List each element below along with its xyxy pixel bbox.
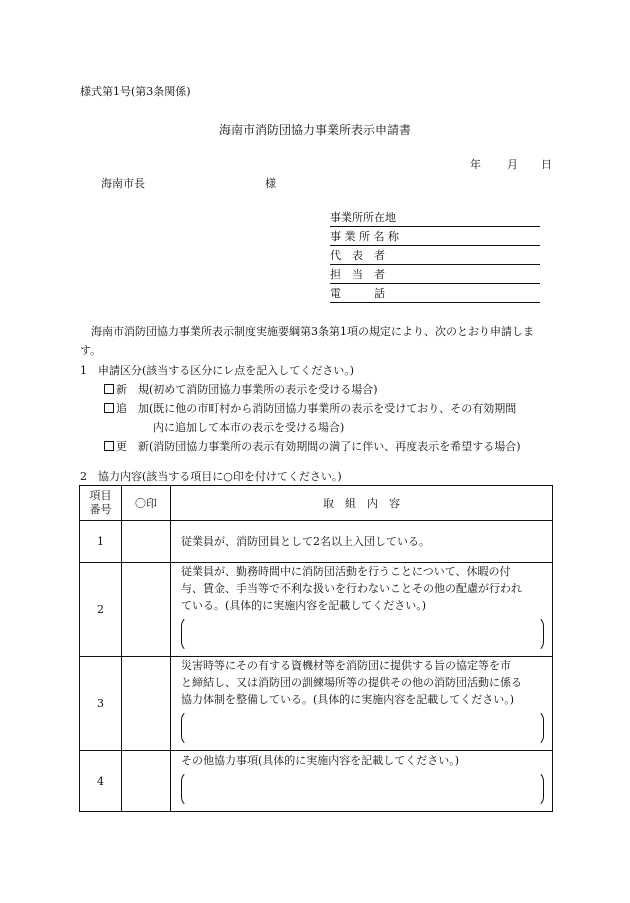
field-label: 事業所所在地: [330, 211, 396, 224]
table-row: [80, 751, 553, 812]
item-number: 2: [80, 563, 122, 657]
content-line: ている。(具体的に実施内容を記載してください。): [181, 599, 427, 612]
field-label: 事 業 所 名 称: [330, 230, 399, 243]
item-content: [171, 657, 553, 751]
form-number-label: 様式第1号(第3条関係): [80, 85, 191, 98]
content-line: 従業員が、勤務時間中に消防団活動を行うことについて、休暇の付: [181, 565, 511, 578]
field-label: 担 当 者: [330, 268, 385, 281]
column-header-line: 項目: [89, 489, 112, 502]
document-title: 海南市消防団協力事業所表示申請書: [218, 123, 411, 137]
field-office-address[interactable]: [330, 209, 540, 227]
table-row: [80, 657, 553, 751]
item-number: 4: [80, 751, 122, 812]
field-phone[interactable]: [330, 285, 540, 303]
checkbox-icon[interactable]: [104, 403, 114, 413]
content-line: と締結し、又は消防団の訓練場所等の提供その他の消防団活動に係る: [181, 676, 522, 689]
option-label: 新 規(初めて消防団協力事業所の表示を受ける場合): [116, 383, 378, 396]
section1-heading: 1 申請区分(該当する区分にレ点を記入してください。): [80, 364, 355, 377]
section2-heading: 2 協力内容(該当する項目に○印を付けてください。): [80, 470, 342, 483]
option-label: 追 加(既に他の市町村から消防団協力事業所の表示を受けており、その有効期間: [116, 402, 517, 415]
column-header-item-number: [80, 486, 122, 521]
detail-entry-area[interactable]: [181, 710, 544, 746]
item-number: 3: [80, 657, 122, 751]
date-year-label: 年: [470, 158, 481, 171]
content-line: 協力体制を整備している。(具体的に実施内容を記載してください。): [181, 693, 515, 706]
table-row: [80, 563, 553, 657]
option-renewal[interactable]: [104, 438, 521, 454]
table-header-row: [80, 486, 553, 521]
detail-entry-area[interactable]: [181, 616, 544, 652]
option-additional-continued: 内に追加して本市の表示を受ける場合): [153, 421, 345, 434]
field-label: 電 話: [330, 287, 385, 300]
field-contact-person[interactable]: [330, 266, 540, 284]
cooperation-table: [79, 485, 553, 812]
option-new[interactable]: [104, 381, 378, 397]
column-header-content: 取 組 内 容: [171, 486, 553, 521]
item-content: [171, 521, 553, 563]
content-line: その他協力事項(具体的に実施内容を記載してください。): [181, 753, 460, 767]
column-header-mark: 〇印: [122, 486, 171, 521]
mark-cell[interactable]: [122, 563, 171, 657]
date-month-label: 月: [507, 158, 518, 171]
column-header-line: 番号: [89, 503, 112, 516]
mark-cell[interactable]: [122, 521, 171, 563]
content-line: 与、賃金、手当等で不利な扱いを行わないことその他の配慮が行われ: [181, 582, 522, 595]
date-day-label: 日: [541, 158, 552, 171]
field-representative[interactable]: [330, 247, 540, 265]
option-additional[interactable]: [104, 400, 516, 416]
checkbox-icon[interactable]: [104, 384, 114, 394]
addressee-name: 海南市長: [101, 177, 145, 190]
field-label: 代 表 者: [330, 249, 385, 262]
item-number: 1: [80, 521, 122, 563]
content-line: 従業員が、消防団員として2名以上入団している。: [181, 535, 430, 548]
addressee-suffix: 様: [265, 177, 276, 190]
table-row: [80, 521, 553, 563]
option-label: 更 新(消防団協力事業所の表示有効期間の満了に伴い、再度表示を希望する場合): [116, 440, 521, 453]
detail-entry-area[interactable]: [181, 771, 544, 807]
mark-cell[interactable]: [122, 751, 171, 812]
item-content: [171, 751, 553, 812]
intro-paragraph: 海南市消防団協力事業所表示制度実施要綱第3条第1項の規定により、次のとおり申請します。: [80, 325, 534, 357]
item-content: [171, 563, 553, 657]
field-office-name[interactable]: [330, 228, 540, 246]
checkbox-icon[interactable]: [104, 441, 114, 451]
mark-cell[interactable]: [122, 657, 171, 751]
content-line: 災害時等にその有する資機材等を消防団に提供する旨の協定等を市: [181, 659, 511, 672]
